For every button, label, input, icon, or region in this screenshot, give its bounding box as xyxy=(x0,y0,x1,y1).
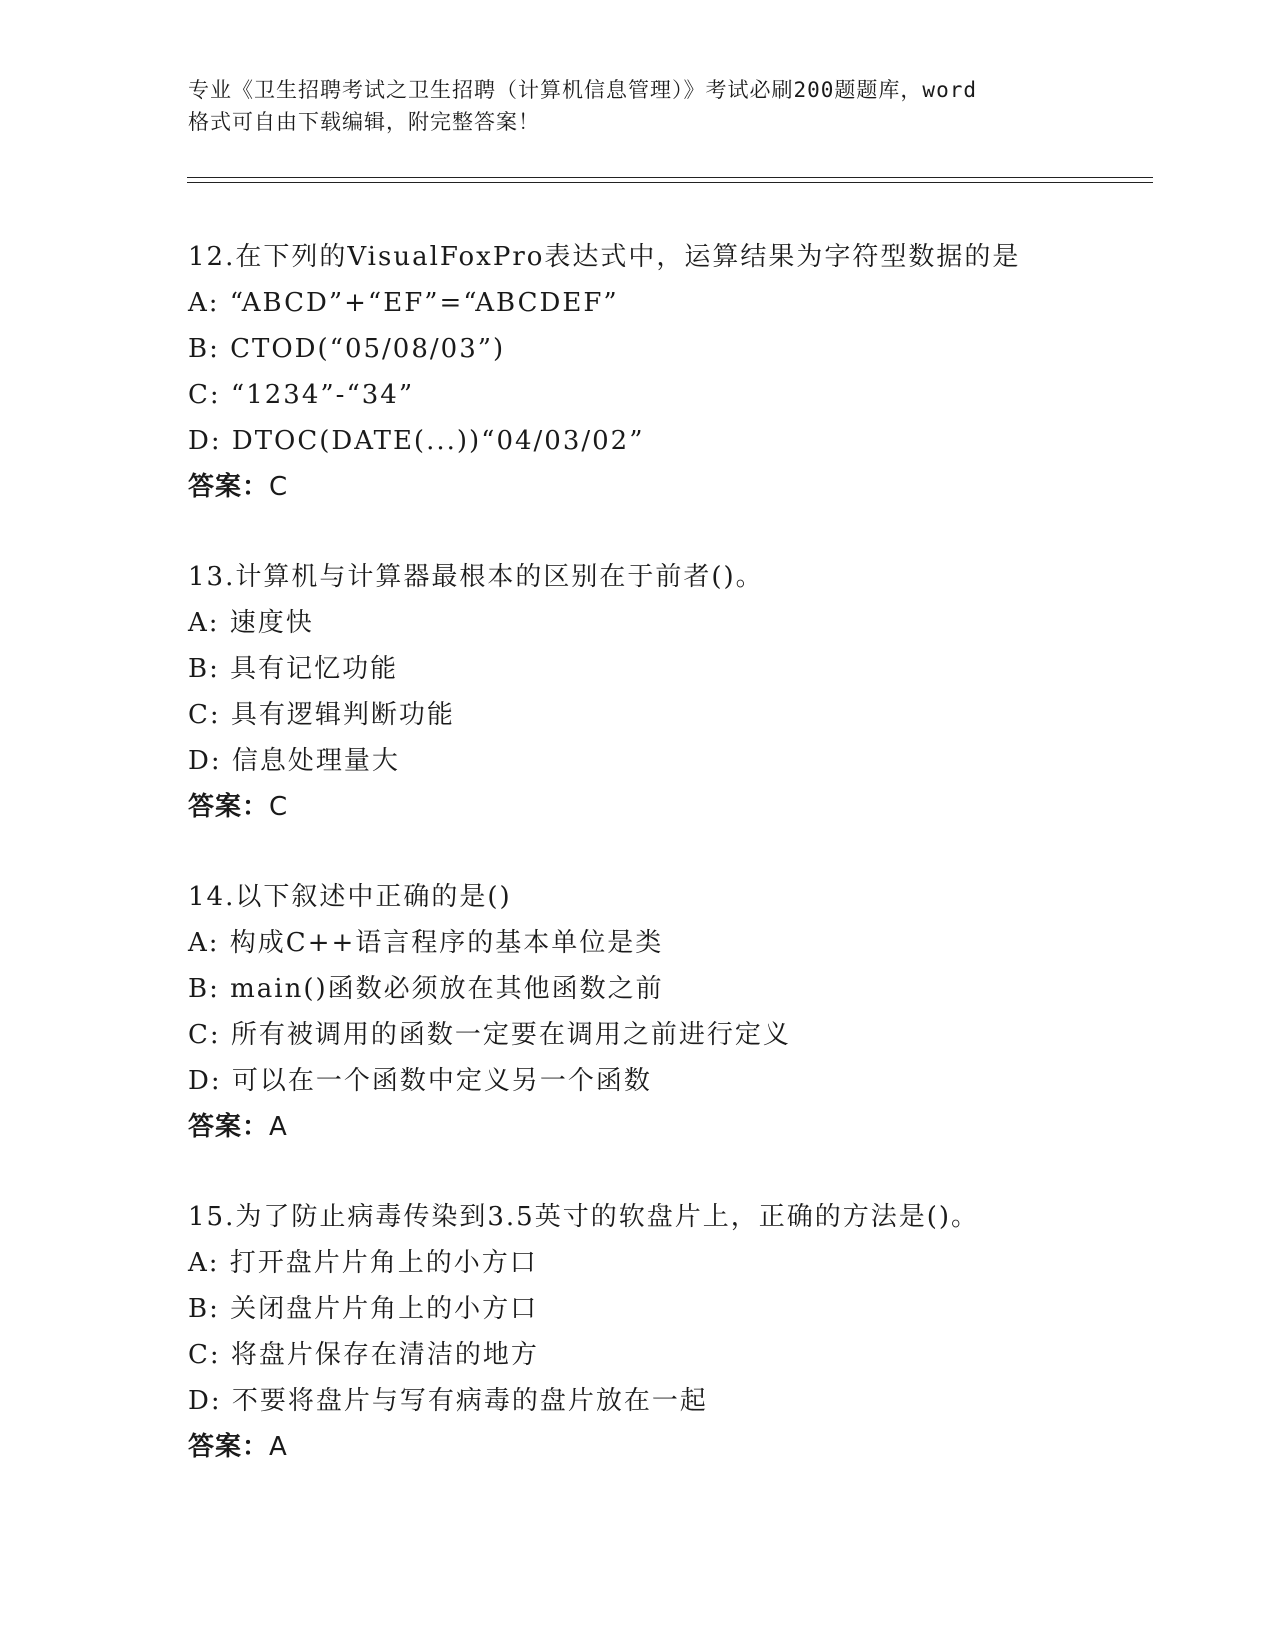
answer-label: 答案： xyxy=(188,1432,270,1462)
option-a: A: 打开盘片片角上的小方口 xyxy=(188,1248,538,1278)
answer xyxy=(188,784,1148,830)
document-header xyxy=(188,74,1088,138)
option-d: D: 信息处理量大 xyxy=(188,746,400,776)
header-line-2: 格式可自由下载编辑，附完整答案！ xyxy=(188,110,540,134)
answer xyxy=(188,464,1148,510)
option-b: B: 关闭盘片片角上的小方口 xyxy=(188,1294,539,1324)
question-stem: 12.在下列的VisualFoxPro表达式中，运算结果为字符型数据的是 xyxy=(188,242,1021,272)
option-d: D: DTOC(DATE(...))“04/03/02” xyxy=(188,426,645,456)
option-b: B: 具有记忆功能 xyxy=(188,654,399,684)
option-d: D: 不要将盘片与写有病毒的盘片放在一起 xyxy=(188,1386,708,1416)
answer xyxy=(188,1104,1148,1150)
header-divider-top xyxy=(187,177,1153,178)
option-c: C: 将盘片保存在清洁的地方 xyxy=(188,1340,539,1370)
question-list xyxy=(188,234,1148,1470)
answer xyxy=(188,1424,1148,1470)
option-a: A: 构成C++语言程序的基本单位是类 xyxy=(188,928,664,958)
answer-value: A xyxy=(269,1432,288,1462)
header-divider-bottom xyxy=(187,182,1153,183)
answer-label: 答案： xyxy=(188,792,270,822)
option-c: C: “1234”-“34” xyxy=(188,380,415,410)
option-d: D: 可以在一个函数中定义另一个函数 xyxy=(188,1066,652,1096)
question-stem: 14.以下叙述中正确的是() xyxy=(188,882,512,912)
question-14 xyxy=(188,874,1148,1150)
question-stem: 15.为了防止病毒传染到3.5英寸的软盘片上，正确的方法是()。 xyxy=(188,1202,979,1232)
option-a: A: “ABCD”+“EF”=“ABCDEF” xyxy=(188,288,619,318)
answer-value: C xyxy=(269,792,289,822)
answer-label: 答案： xyxy=(188,472,270,502)
question-15 xyxy=(188,1194,1148,1470)
option-c: C: 所有被调用的函数一定要在调用之前进行定义 xyxy=(188,1020,791,1050)
answer-value: A xyxy=(269,1112,288,1142)
question-12 xyxy=(188,234,1148,510)
question-13 xyxy=(188,554,1148,830)
option-b: B: CTOD(“05/08/03”) xyxy=(188,334,506,364)
answer-label: 答案： xyxy=(188,1112,270,1142)
question-stem: 13.计算机与计算器最根本的区别在于前者()。 xyxy=(188,562,764,592)
answer-value: C xyxy=(269,472,289,502)
option-c: C: 具有逻辑判断功能 xyxy=(188,700,455,730)
option-b: B: main()函数必须放在其他函数之前 xyxy=(188,974,664,1004)
option-a: A: 速度快 xyxy=(188,608,314,638)
header-line-1: 专业《卫生招聘考试之卫生招聘（计算机信息管理）》考试必刷200题题库，word xyxy=(188,78,977,102)
